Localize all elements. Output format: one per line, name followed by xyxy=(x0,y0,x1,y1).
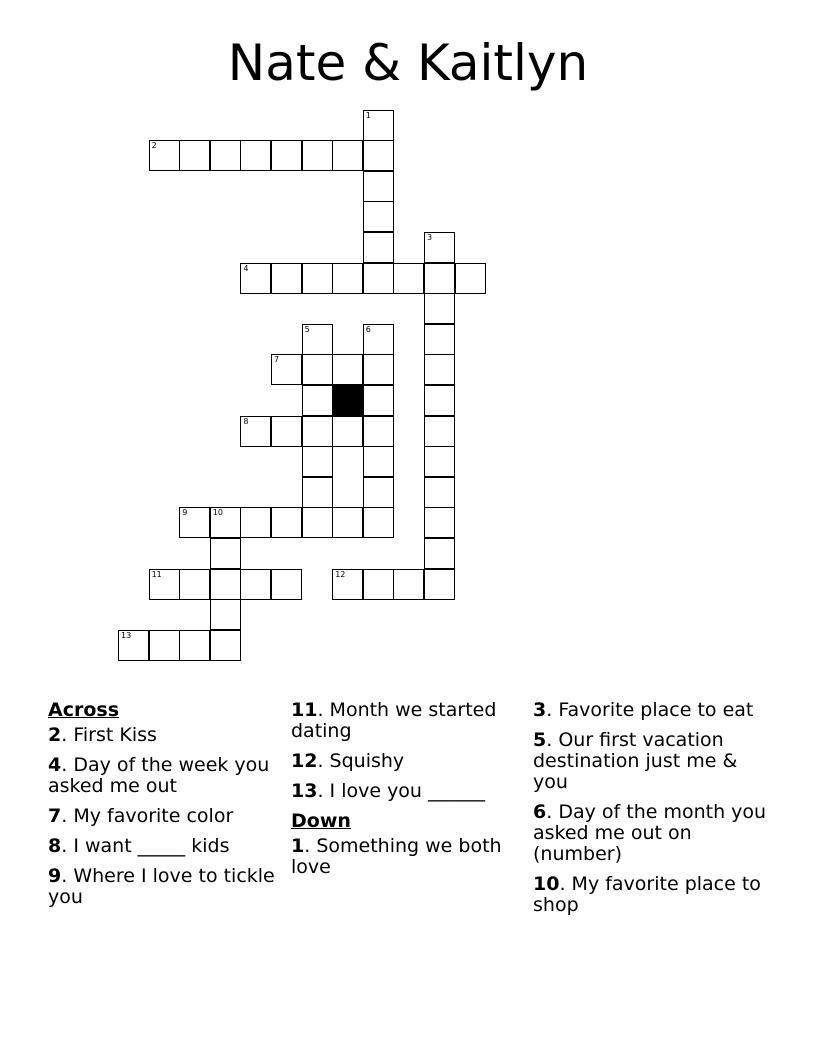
grid-cell[interactable] xyxy=(363,569,394,600)
cell-number: 7 xyxy=(274,355,280,365)
grid-cell[interactable] xyxy=(363,171,394,202)
clue-text: Day of the month you asked me out on (number) xyxy=(533,801,767,865)
grid-cell[interactable] xyxy=(271,569,302,600)
grid-cell[interactable] xyxy=(363,507,394,538)
grid-cell[interactable] xyxy=(210,140,241,171)
clue-number: 9 xyxy=(48,865,62,887)
clue-number: 1 xyxy=(291,835,305,857)
clue-item: 11. Month we started dating xyxy=(291,699,497,742)
grid-cell[interactable] xyxy=(210,599,241,630)
clue-number: 8 xyxy=(48,835,62,857)
grid-cell[interactable] xyxy=(210,538,241,569)
clue-item: 1. Something we both love xyxy=(291,835,502,878)
clue-number: 4 xyxy=(48,754,62,776)
clue-number: 11 xyxy=(291,699,318,721)
grid-cell[interactable] xyxy=(149,569,180,600)
grid-cell[interactable] xyxy=(271,416,302,447)
grid-cell[interactable] xyxy=(363,416,394,447)
grid-cell[interactable] xyxy=(363,385,394,416)
grid-cell[interactable] xyxy=(240,569,271,600)
grid-cell[interactable] xyxy=(332,263,363,294)
grid-cell[interactable] xyxy=(271,507,302,538)
grid-cell[interactable] xyxy=(240,140,271,171)
grid-cell[interactable] xyxy=(271,140,302,171)
clue-number: 6 xyxy=(533,801,547,823)
grid-cell[interactable] xyxy=(424,538,455,569)
cell-number: 10 xyxy=(212,508,223,518)
clue-item: 4. Day of the week you asked me out xyxy=(48,754,270,797)
clue-text: I love you ______ xyxy=(329,780,486,802)
grid-cell[interactable] xyxy=(302,324,333,355)
cell-number: 4 xyxy=(243,263,249,273)
clue-item: 13. I love you ______ xyxy=(291,780,486,802)
cell-number: 1 xyxy=(365,110,371,120)
grid-cell[interactable] xyxy=(302,385,333,416)
clue-text: First Kiss xyxy=(73,724,157,746)
clue-heading: Down xyxy=(291,810,351,832)
grid-cell[interactable] xyxy=(118,630,149,661)
grid-cell[interactable] xyxy=(424,385,455,416)
clue-number: 5 xyxy=(533,729,547,751)
clue-column-2 xyxy=(291,700,516,887)
grid-cell[interactable] xyxy=(363,232,394,263)
grid-cell[interactable] xyxy=(424,507,455,538)
cell-number: 5 xyxy=(304,324,310,334)
grid-cell[interactable] xyxy=(179,140,210,171)
cell-number: 12 xyxy=(335,569,346,579)
grid-cell[interactable] xyxy=(424,263,455,294)
grid-cell[interactable] xyxy=(332,354,363,385)
grid-cell[interactable] xyxy=(302,507,333,538)
grid-cell[interactable] xyxy=(210,507,241,538)
grid-cell[interactable] xyxy=(363,110,394,141)
clue-item: 7. My favorite color xyxy=(48,805,234,827)
grid-cell[interactable] xyxy=(179,569,210,600)
grid-cell[interactable] xyxy=(424,569,455,600)
clue-number: 3 xyxy=(533,699,547,721)
cell-number: 13 xyxy=(121,630,132,640)
clue-text: Where I love to tickle you xyxy=(48,865,275,908)
black-cell xyxy=(332,385,363,416)
clue-item: 12. Squishy xyxy=(291,750,405,772)
grid-cell[interactable] xyxy=(332,416,363,447)
grid-cell[interactable] xyxy=(302,446,333,477)
grid-cell[interactable] xyxy=(424,293,455,324)
grid-cell[interactable] xyxy=(363,446,394,477)
grid-cell[interactable] xyxy=(363,201,394,232)
clue-item: 10. My favorite place to shop xyxy=(533,873,761,916)
cell-number: 9 xyxy=(182,508,188,518)
grid-cell[interactable] xyxy=(149,630,180,661)
clue-text: Our first vacation destination just me & you xyxy=(533,729,738,793)
grid-cell[interactable] xyxy=(332,507,363,538)
clue-item: 9. Where I love to tickle you xyxy=(48,865,275,908)
puzzle-title: Nate & Kaitlyn xyxy=(227,34,589,92)
grid-cell[interactable] xyxy=(393,263,424,294)
cell-number: 3 xyxy=(427,232,433,242)
grid-cell[interactable] xyxy=(455,263,486,294)
grid-cell[interactable] xyxy=(363,354,394,385)
cell-number: 8 xyxy=(243,416,249,426)
grid-cell[interactable] xyxy=(424,446,455,477)
grid-cell[interactable] xyxy=(332,569,363,600)
grid-cell[interactable] xyxy=(240,263,271,294)
grid-cell[interactable] xyxy=(302,416,333,447)
grid-cell[interactable] xyxy=(302,140,333,171)
grid-cell[interactable] xyxy=(271,263,302,294)
grid-cell[interactable] xyxy=(179,507,210,538)
grid-cell[interactable] xyxy=(424,324,455,355)
clue-text: Month we started dating xyxy=(291,699,497,742)
clue-number: 13 xyxy=(291,780,318,802)
clue-number: 7 xyxy=(48,805,62,827)
grid-cell[interactable] xyxy=(210,630,241,661)
grid-cell[interactable] xyxy=(363,263,394,294)
clue-column-3 xyxy=(533,700,773,925)
clue-item: 8. I want _____ kids xyxy=(48,835,230,857)
grid-cell[interactable] xyxy=(424,477,455,508)
cell-number: 11 xyxy=(151,569,162,579)
clue-column-1 xyxy=(48,700,278,917)
grid-cell[interactable] xyxy=(302,477,333,508)
cell-number: 2 xyxy=(151,141,157,151)
clue-item: 6. Day of the month you asked me out on (number) xyxy=(533,801,767,865)
grid-cell[interactable] xyxy=(424,232,455,263)
grid-cell[interactable] xyxy=(363,477,394,508)
grid-cell[interactable] xyxy=(179,630,210,661)
clue-text: Favorite place to eat xyxy=(558,699,754,721)
clue-text: Day of the week you asked me out xyxy=(48,754,270,797)
grid-cell[interactable] xyxy=(302,354,333,385)
grid-cell[interactable] xyxy=(302,263,333,294)
grid-cell[interactable] xyxy=(240,416,271,447)
clue-text: My favorite color xyxy=(73,805,234,827)
clue-item: 2. First Kiss xyxy=(48,724,157,746)
clue-number: 10 xyxy=(533,873,560,895)
grid-cell[interactable] xyxy=(210,569,241,600)
grid-cell[interactable] xyxy=(332,140,363,171)
cell-number: 6 xyxy=(365,324,371,334)
clue-item: 5. Our first vacation destination just me & you xyxy=(533,729,738,793)
grid-cell[interactable] xyxy=(271,354,302,385)
clue-item: 3. Favorite place to eat xyxy=(533,699,754,721)
grid-cell[interactable] xyxy=(363,324,394,355)
grid-cell[interactable] xyxy=(240,507,271,538)
clue-number: 12 xyxy=(291,750,318,772)
grid-cell[interactable] xyxy=(363,140,394,171)
clue-text: I want _____ kids xyxy=(73,835,230,857)
clue-text: Squishy xyxy=(329,750,405,772)
grid-cell[interactable] xyxy=(149,140,180,171)
grid-cell[interactable] xyxy=(393,569,424,600)
clue-text: My favorite place to shop xyxy=(533,873,761,916)
grid-cell[interactable] xyxy=(424,416,455,447)
clue-text: Something we both love xyxy=(291,835,502,878)
grid-cell[interactable] xyxy=(424,354,455,385)
clue-heading: Across xyxy=(48,699,120,721)
clue-number: 2 xyxy=(48,724,62,746)
